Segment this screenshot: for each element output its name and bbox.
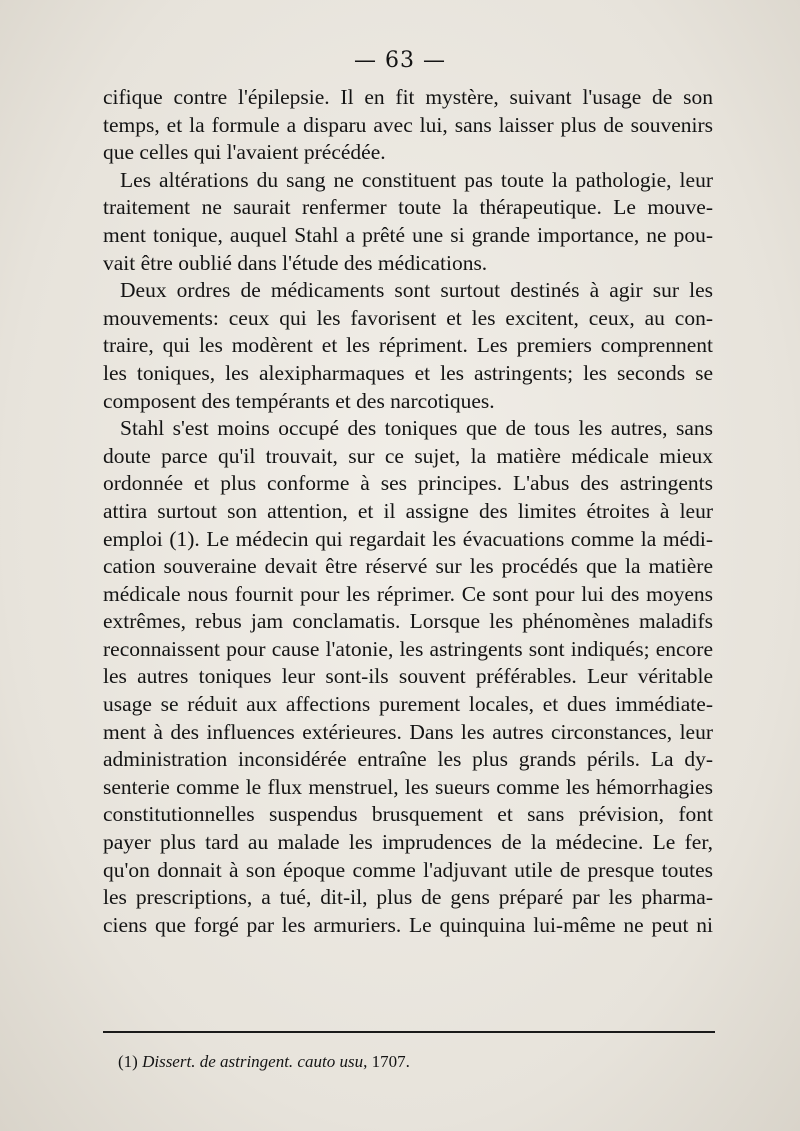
footnote-divider <box>103 1031 715 1033</box>
text-line: constitutionnelles suspendus brusquement et sans prévision, font <box>103 802 713 827</box>
text-line: Les altérations du sang ne constituent pas toute la pathologie, leur <box>120 167 713 192</box>
body-text <box>103 84 713 939</box>
text-line: Stahl s'est moins occupé des toniques que de tous les autres, sans <box>120 416 713 441</box>
text-line: vait être oublié dans l'étude des médications. <box>103 250 488 275</box>
text-line: temps, et la formule a disparu avec lui, sans laisser plus de souvenirs <box>103 112 713 137</box>
text-line: attira surtout son attention, et il assigne des limites étroites à leur <box>103 498 713 523</box>
text-line: reconnaissent pour cause l'atonie, les astringents sont indiqués; encore <box>103 636 713 661</box>
text-line: administration inconsidérée entraîne les plus grands périls. La dy- <box>103 747 713 772</box>
footnote-marker: (1) <box>118 1052 138 1071</box>
text-line: qu'on donnait à son époque comme l'adjuvant utile de presque toutes <box>103 857 713 882</box>
text-line: cifique contre l'épilepsie. Il en fit mystère, suivant l'usage de son <box>103 85 713 109</box>
text-line: les autres toniques leur sont-ils souvent préférables. Leur véritable <box>103 664 713 689</box>
text-line: senterie comme le flux menstruel, les sueurs comme les hémorrhagies <box>103 774 713 799</box>
text-line: ment tonique, auquel Stahl a prêté une si grande importance, ne pou- <box>103 222 713 247</box>
text-line: payer plus tard au malade les imprudences de la médecine. Le fer, <box>103 830 713 855</box>
footnote-title: Dissert. de astringent. cauto usu <box>142 1052 364 1071</box>
text-line: que celles qui l'avaient précédée. <box>103 140 386 165</box>
text-line: traitement ne saurait renfermer toute la thérapeutique. Le mouve- <box>103 195 713 220</box>
text-line: composent des tempérants et des narcotiques. <box>103 388 495 413</box>
text-line: les prescriptions, a tué, dit-il, plus de gens préparé par les pharma- <box>103 885 713 910</box>
text-line: emploi (1). Le médecin qui regardait les évacuations comme la médi- <box>103 526 713 551</box>
text-line: extrêmes, rebus jam conclamatis. Lorsque les phénomènes maladifs <box>103 609 713 634</box>
text-line: traire, qui les modèrent et les répriment. Les premiers comprennent <box>103 333 713 358</box>
text-line: ment à des influences extérieures. Dans les autres circonstances, leur <box>103 719 713 744</box>
paragraph <box>103 84 713 167</box>
paragraph <box>103 415 713 939</box>
footnote-year: , 1707. <box>363 1052 410 1071</box>
text-line: ordonnée et plus conforme à ses principes. L'abus des astringents <box>103 471 713 496</box>
paragraph <box>103 167 713 277</box>
text-line: mouvements: ceux qui les favorisent et les excitent, ceux, au con- <box>103 305 713 330</box>
text-line: usage se réduit aux affections purement locales, et dues immédiate- <box>103 692 713 717</box>
text-line: cation souveraine devait être réservé sur les procédés que la matière <box>103 554 713 579</box>
text-line: doute parce qu'il trouvait, sur ce sujet, la matière médicale mieux <box>103 443 713 468</box>
page-number: — 63 — <box>354 48 446 73</box>
text-line: les toniques, les alexipharmaques et les astringents; les seconds se <box>103 360 713 385</box>
paragraph <box>103 277 713 415</box>
text-line: Deux ordres de médicaments sont surtout destinés à agir sur les <box>120 278 713 303</box>
footnote <box>118 1052 718 1072</box>
text-line: ciens que forgé par les armuriers. Le quinquina lui-même ne peut ni <box>103 912 713 937</box>
text-line: médicale nous fournit pour les réprimer. Ce sont pour lui des moyens <box>103 581 713 606</box>
